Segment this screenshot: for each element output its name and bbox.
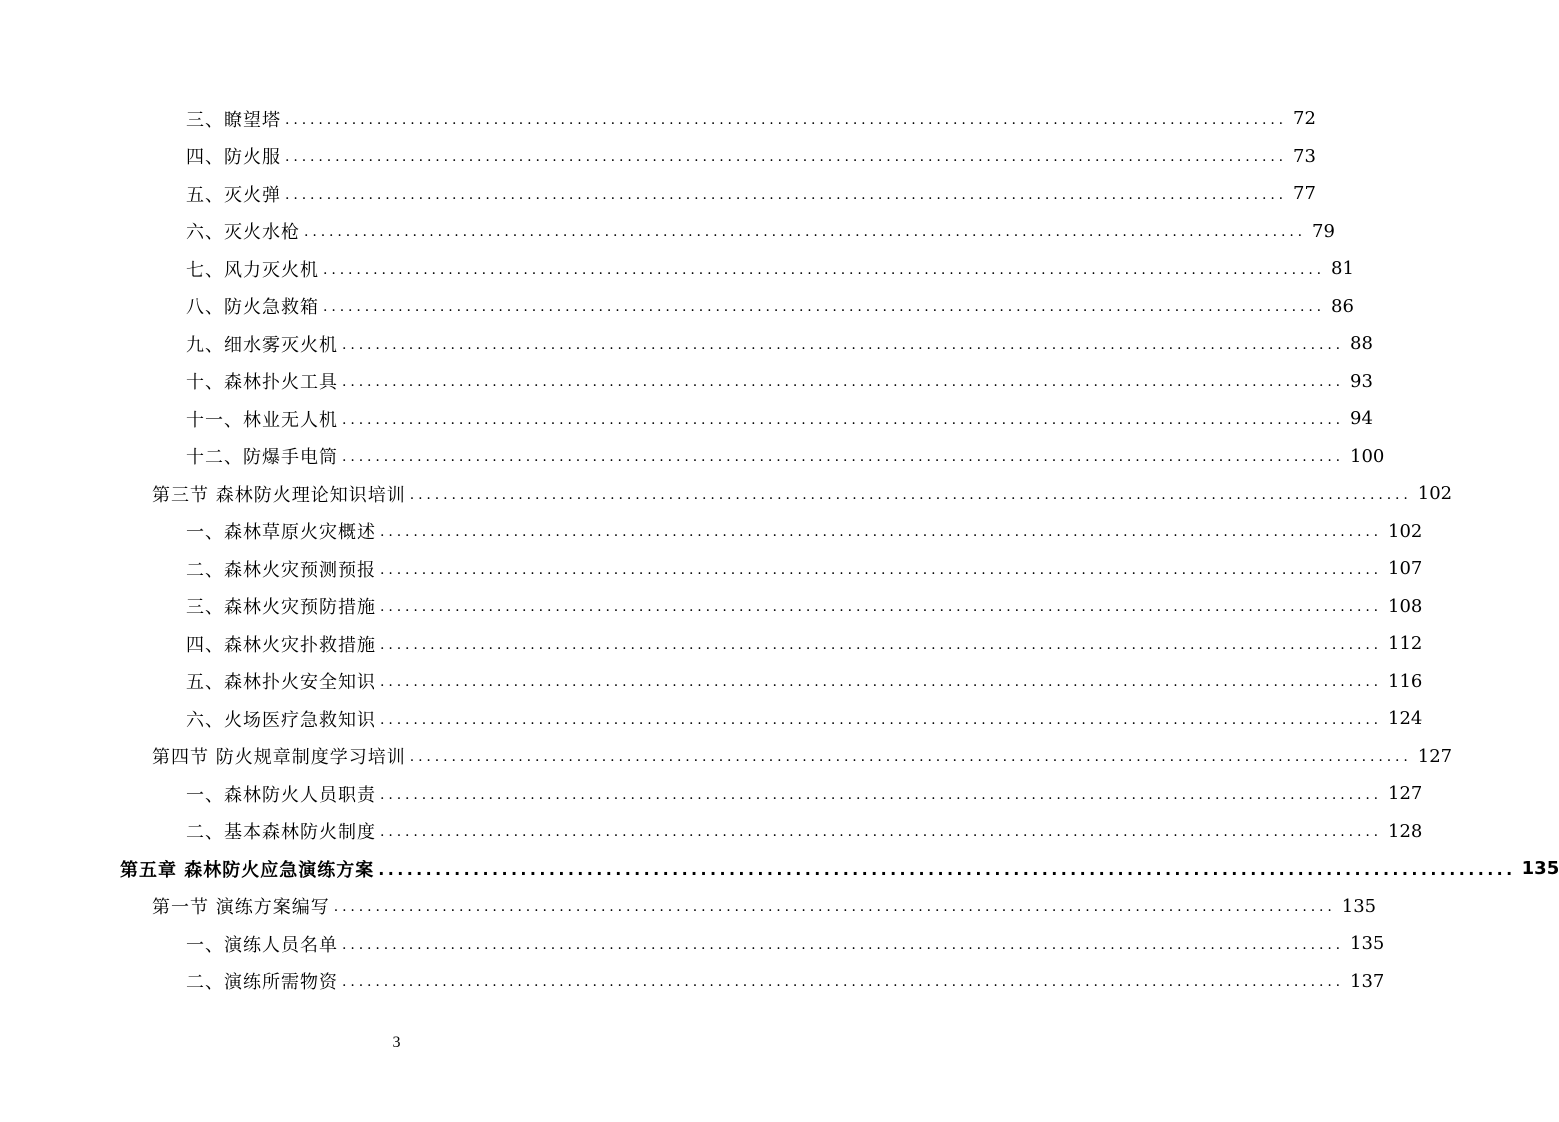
toc-entry-section[interactable] <box>0 738 1453 776</box>
toc-leader-dots: ........................................................................................................................ <box>409 749 1412 766</box>
toc-entry-title: 三、瞭望塔 <box>186 109 281 131</box>
toc-entry-page: 102 <box>1388 520 1423 542</box>
toc-entry-title: 一、森林防火人员职责 <box>186 784 376 806</box>
toc-entry-item[interactable] <box>0 213 1335 251</box>
toc-entry-item[interactable] <box>0 550 1423 588</box>
toc-entry-title: 六、灭火水枪 <box>186 222 300 244</box>
toc-entry-item[interactable] <box>0 625 1423 663</box>
toc-entry-section[interactable] <box>0 888 1377 926</box>
toc-entry-page: 137 <box>1350 970 1385 992</box>
toc-entry-item[interactable] <box>0 100 1316 138</box>
toc-entry-page: 124 <box>1388 708 1423 730</box>
toc-entry-title: 四、森林火灾扑救措施 <box>186 634 376 656</box>
toc-entry-page: 93 <box>1350 370 1373 392</box>
toc-leader-dots: ........................................................................................................................ <box>380 561 1383 578</box>
toc-entry-item[interactable] <box>0 138 1316 176</box>
toc-leader-dots: ........................................................................................................................ <box>285 111 1288 128</box>
toc-leader-dots: ........................................................................................................................ <box>342 336 1345 353</box>
toc-leader-dots: ........................................................................................................................ <box>380 674 1383 691</box>
toc-entry-title: 三、森林火灾预防措施 <box>186 597 376 619</box>
toc-entry-title: 二、森林火灾预测预报 <box>186 559 376 581</box>
toc-entry-page: 86 <box>1331 295 1354 317</box>
toc-entry-item[interactable] <box>0 963 1385 1001</box>
toc-entry-title: 十一、林业无人机 <box>186 409 338 431</box>
toc-leader-dots: ........................................................................................................................ <box>285 186 1288 203</box>
toc-leader-dots: ........................................................................................................................ <box>380 786 1383 803</box>
toc-leader-dots: ........................................................................................................................ <box>342 974 1345 991</box>
toc-entry-page: 81 <box>1331 258 1354 280</box>
page-number: 3 <box>392 1034 401 1051</box>
toc-leader-dots: ........................................................................................................................ <box>323 261 1326 278</box>
toc-entry-item[interactable] <box>0 513 1423 551</box>
toc-entry-page: 79 <box>1312 220 1335 242</box>
toc-entry-page: 88 <box>1350 333 1373 355</box>
toc-entry-title: 八、防火急救箱 <box>186 297 319 319</box>
toc-entry-page: 135 <box>1350 933 1385 955</box>
toc-entry-title: 第五章 森林防火应急演练方案 <box>120 859 375 881</box>
toc-entry-page: 128 <box>1388 820 1423 842</box>
toc-entry-title: 第一节 演练方案编写 <box>152 897 330 919</box>
toc-entry-page: 73 <box>1293 145 1316 167</box>
toc-entry-item[interactable] <box>0 438 1385 476</box>
toc-entry-page: 102 <box>1417 483 1453 505</box>
toc-entry-title: 九、细水雾灭火机 <box>186 334 338 356</box>
toc-leader-dots: ........................................................................................................................ <box>342 936 1345 953</box>
toc-entry-title: 四、防火服 <box>186 147 281 169</box>
toc-leader-dots: ........................................................................................................................ <box>285 149 1288 166</box>
toc-entry-page: 94 <box>1350 408 1373 430</box>
toc-leader-dots: ........................................................................................................................ <box>380 636 1383 653</box>
toc-entry-title: 五、森林扑火安全知识 <box>186 672 376 694</box>
toc-leader-dots: ........................................................................................................................ <box>342 411 1345 428</box>
toc-entry-item[interactable] <box>0 663 1423 701</box>
toc-entry-title: 五、灭火弹 <box>186 184 281 206</box>
toc-entry-title: 二、演练所需物资 <box>186 972 338 994</box>
toc-entry-item[interactable] <box>0 250 1354 288</box>
toc-entry-page: 72 <box>1293 108 1316 130</box>
toc-entry-page: 135 <box>1521 858 1559 880</box>
toc-entry-item[interactable] <box>0 325 1373 363</box>
table-of-contents <box>0 100 1559 1000</box>
toc-entry-item[interactable] <box>0 700 1423 738</box>
toc-entry-item[interactable] <box>0 588 1423 626</box>
toc-entry-section[interactable] <box>0 475 1453 513</box>
toc-entry-page: 127 <box>1417 745 1453 767</box>
toc-entry-page: 107 <box>1388 558 1423 580</box>
toc-leader-dots: ........................................................................................................................ <box>380 711 1383 728</box>
toc-leader-dots: ........................................................................................................................ <box>378 859 1516 879</box>
toc-entry-item[interactable] <box>0 813 1423 851</box>
toc-entry-title: 六、火场医疗急救知识 <box>186 709 376 731</box>
toc-entry-title: 二、基本森林防火制度 <box>186 822 376 844</box>
toc-entry-item[interactable] <box>0 288 1354 326</box>
toc-entry-item[interactable] <box>0 775 1423 813</box>
toc-entry-title: 七、风力灭火机 <box>186 259 319 281</box>
toc-entry-title: 十二、防爆手电筒 <box>186 447 338 469</box>
toc-entry-page: 100 <box>1350 445 1385 467</box>
toc-leader-dots: ........................................................................................................................ <box>380 524 1383 541</box>
toc-entry-page: 116 <box>1388 670 1423 692</box>
toc-entry-title: 第三节 森林防火理论知识培训 <box>152 484 406 506</box>
toc-entry-page: 135 <box>1341 895 1377 917</box>
toc-entry-title: 第四节 防火规章制度学习培训 <box>152 747 406 769</box>
toc-entry-page: 127 <box>1388 783 1423 805</box>
toc-leader-dots: ........................................................................................................................ <box>333 899 1336 916</box>
toc-entry-item[interactable] <box>0 363 1373 401</box>
toc-leader-dots: ........................................................................................................................ <box>304 224 1307 241</box>
toc-leader-dots: ........................................................................................................................ <box>323 299 1326 316</box>
toc-leader-dots: ........................................................................................................................ <box>409 486 1412 503</box>
toc-entry-page: 77 <box>1293 183 1316 205</box>
toc-leader-dots: ........................................................................................................................ <box>342 449 1345 466</box>
toc-entry-page: 112 <box>1388 633 1423 655</box>
toc-leader-dots: ........................................................................................................................ <box>380 824 1383 841</box>
toc-entry-title: 十、森林扑火工具 <box>186 372 338 394</box>
toc-leader-dots: ........................................................................................................................ <box>342 374 1345 391</box>
toc-entry-chapter[interactable] <box>0 850 1559 888</box>
toc-entry-title: 一、演练人员名单 <box>186 934 338 956</box>
toc-entry-page: 108 <box>1388 595 1423 617</box>
toc-entry-item[interactable] <box>0 400 1373 438</box>
toc-leader-dots: ........................................................................................................................ <box>380 599 1383 616</box>
toc-entry-item[interactable] <box>0 925 1385 963</box>
toc-entry-item[interactable] <box>0 175 1316 213</box>
toc-entry-title: 一、森林草原火灾概述 <box>186 522 376 544</box>
